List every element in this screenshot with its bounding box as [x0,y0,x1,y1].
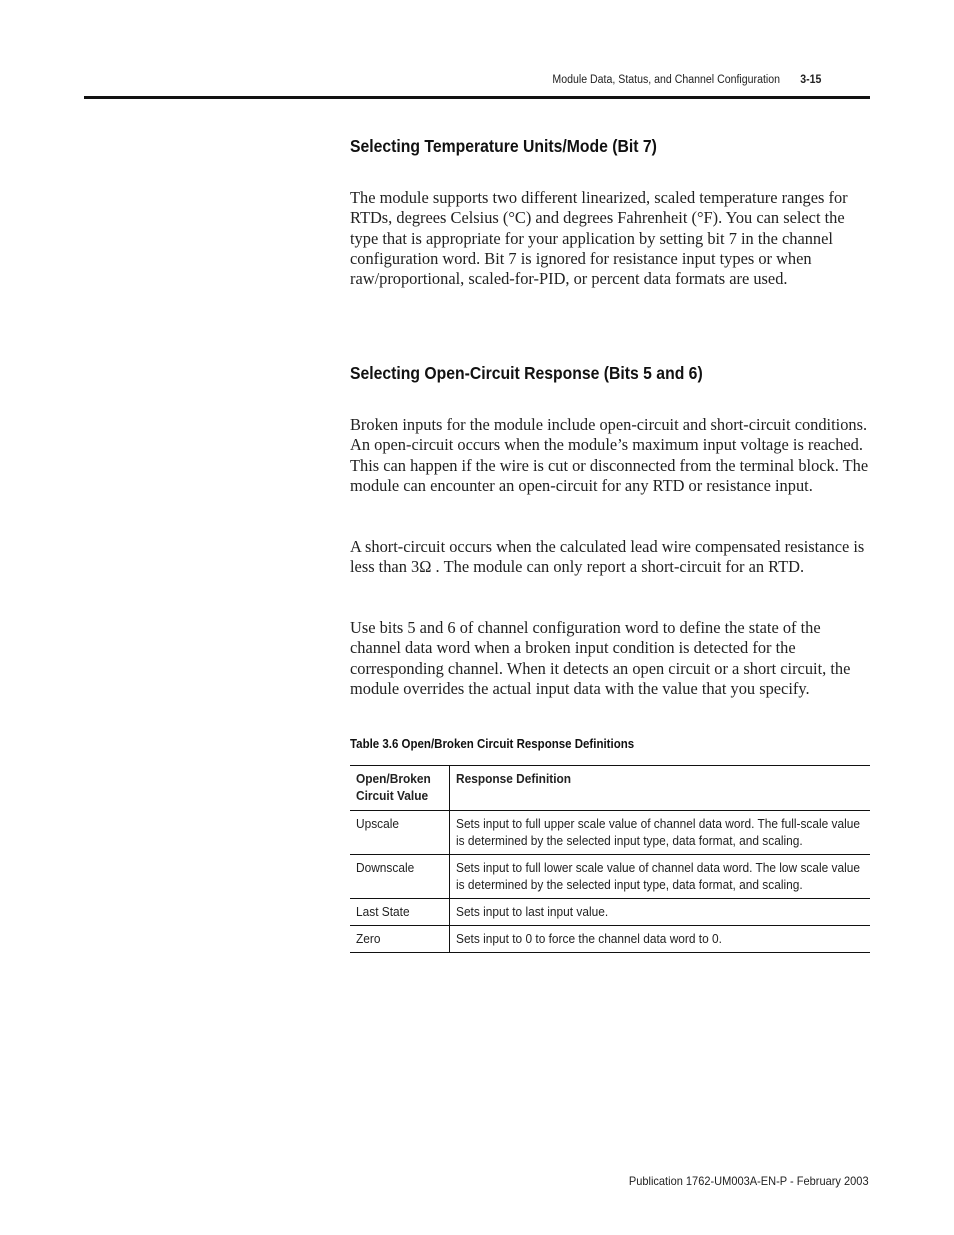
header-cell-response-definition: Response Definition [456,771,572,786]
cell-definition: Sets input to last input value. [456,904,609,919]
cell-definition: Sets input to full lower scale value of channel data word. The low scale value is determined by the selected input type, data format, and scaling. [456,860,860,892]
running-title: Module Data, Status, and Channel Configuration [551,74,780,86]
page-number: 3-15 [799,74,821,86]
table-row [350,899,870,926]
paragraph-bits-5-6: Use bits 5 and 6 of channel configuration word to define the state of the channel data word when a broken input condition is detected for the corresponding channel. When it detects an open circuit or a short circuit, the module overrides the actual input data with the value that you specify. [350,618,851,698]
cell-value: Last State [350,899,450,926]
running-header [552,74,821,86]
cell-value: Downscale [350,855,450,899]
cell-value: Zero [350,926,450,953]
table-row [350,926,870,953]
response-definitions-table [350,765,870,953]
section-heading-open-circuit: Selecting Open-Circuit Response (Bits 5 and 6) [350,363,703,383]
section-heading-temperature-units: Selecting Temperature Units/Mode (Bit 7) [350,136,657,156]
table-header-row [350,766,870,811]
cell-value: Upscale [350,811,450,855]
cell-definition: Sets input to 0 to force the channel data word to 0. [456,931,722,946]
cell-definition: Sets input to full upper scale value of channel data word. The full-scale value is determined by the selected input type, data format, and scaling. [456,816,861,848]
paragraph-broken-inputs: Broken inputs for the module include open-circuit and short-circuit conditions. An open-circuit occurs when the module’s maximum input voltage is reached. This can happen if the wire is cut or disconnected from the terminal block. The module can encounter an open-circuit for any RTD or resistance input. [350,415,869,495]
paragraph-temperature-units: The module supports two different linearized, scaled temperature ranges for RTDs, degrees Celsius (°C) and degrees Fahrenheit (°F). You can select the type that is appropriate for your application by setting bit 7 in the channel configuration word. Bit 7 is ignored for resistance input types or when raw/proportional, scaled-for-PID, or percent data formats are used. [350,188,848,289]
table-row [350,855,870,899]
header-cell-circuit-value: Open/Broken Circuit Value [350,766,450,811]
header-rule [84,96,870,99]
paragraph-short-circuit: A short-circuit occurs when the calculated lead wire compensated resistance is less than 3Ω . The module can only report a short-circuit for an RTD. [350,537,865,577]
table-caption: Table 3.6 Open/Broken Circuit Response Definitions [350,737,635,751]
publication-footer: Publication 1762-UM003A-EN-P - February 2003 [629,1174,869,1188]
table-row [350,811,870,855]
